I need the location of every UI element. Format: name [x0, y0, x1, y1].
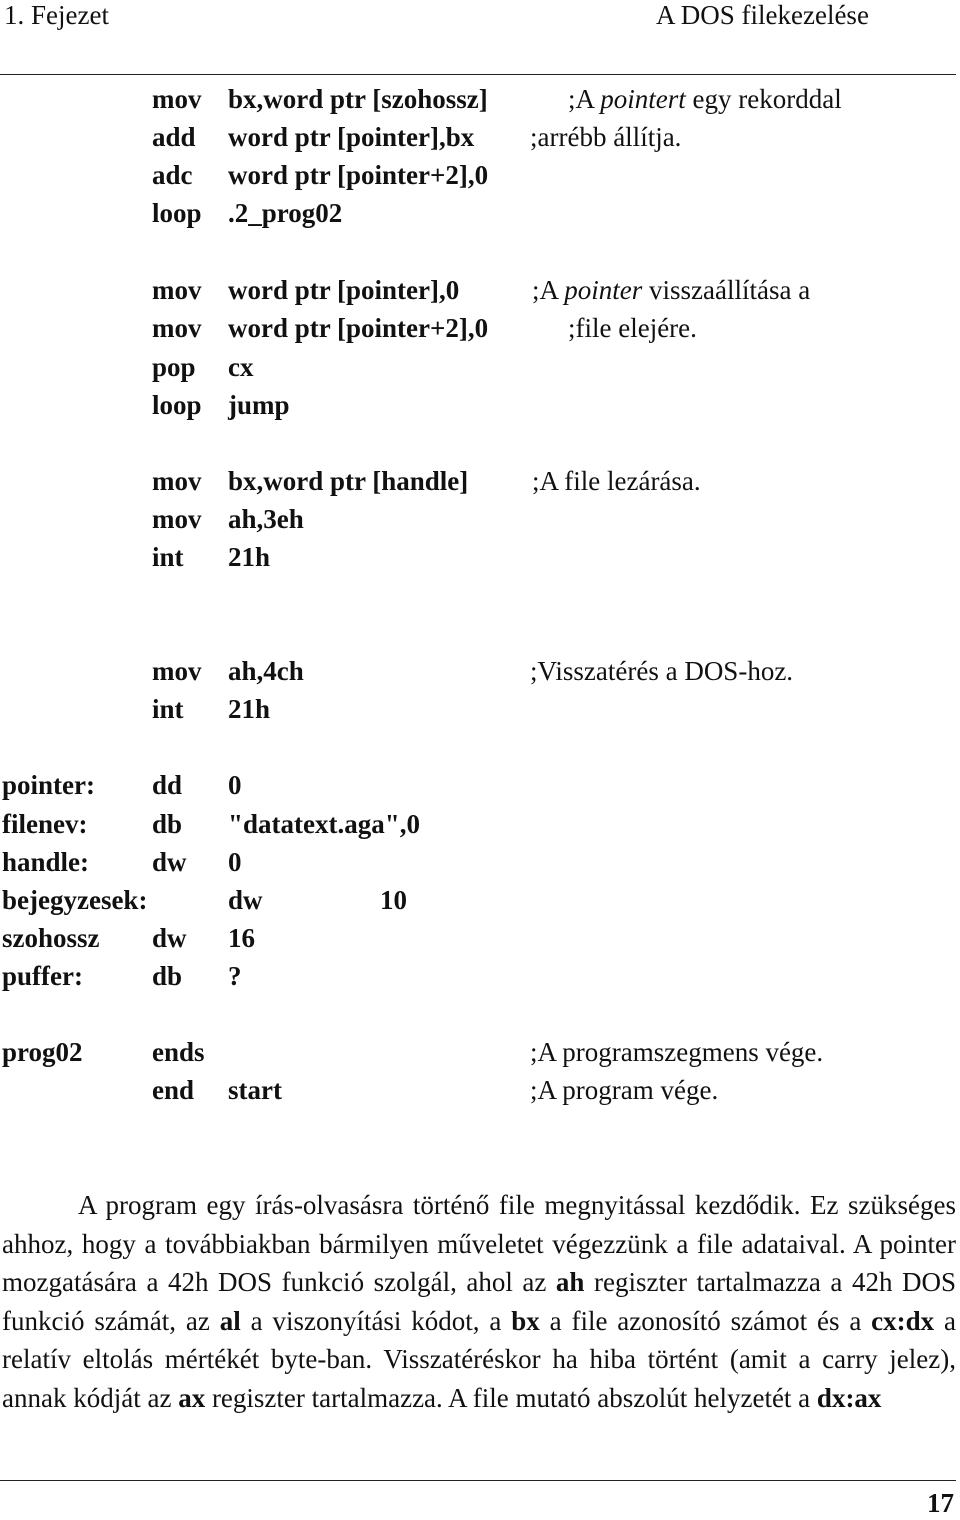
paragraph-segment: a viszonyítási kódot, a: [240, 1305, 512, 1336]
register-name: bx: [511, 1305, 540, 1336]
register-name: al: [219, 1305, 241, 1336]
register-name: cx:dx: [871, 1305, 935, 1336]
code-arg: bx,word ptr [szohossz]: [228, 84, 488, 114]
data-label: puffer:: [2, 961, 83, 991]
paragraph-segment: a relatív eltolás mértékét byte-ban. Visszatéréskor ha hiba történt (amit a carry jelez), annak kódját az: [2, 1305, 957, 1413]
code-arg: word ptr [pointer+2],0: [228, 313, 489, 343]
code-op: loop: [152, 390, 202, 420]
body-paragraph: [2, 1186, 956, 1418]
chapter-label: 1. Fejezet: [4, 0, 109, 30]
code-arg: 21h: [228, 542, 271, 572]
data-value: 0: [228, 847, 242, 877]
code-op: add: [152, 122, 196, 152]
code-op: mov: [152, 504, 202, 534]
header-title: A DOS filekezelése: [656, 0, 869, 30]
register-name: ax: [178, 1382, 206, 1413]
code-op: mov: [152, 656, 202, 686]
data-value: 0: [228, 770, 242, 800]
code-arg: ah,3eh: [228, 504, 304, 534]
header-rule: [0, 74, 956, 75]
code-arg: ah,4ch: [228, 656, 304, 686]
code-arg: word ptr [pointer+2],0: [228, 160, 489, 190]
code-arg: cx: [228, 352, 254, 382]
code-op: adc: [152, 160, 193, 190]
code-op: mov: [152, 84, 202, 114]
data-directive: dd: [152, 770, 183, 800]
code-arg: .2_prog02: [228, 198, 343, 228]
data-directive: dw: [228, 885, 263, 915]
code-comment: ;A programszegmens vége.: [530, 1037, 824, 1067]
code-comment: ;A file lezárása.: [532, 466, 701, 496]
data-directive: db: [152, 961, 183, 991]
code-arg: jump: [228, 390, 290, 420]
data-directive: dw: [152, 923, 187, 953]
register-name: ah: [555, 1267, 585, 1298]
code-op: ends: [152, 1037, 205, 1067]
segment-label: prog02: [2, 1037, 83, 1067]
code-comment: ;Visszatérés a DOS-hoz.: [530, 656, 794, 686]
code-op: int: [152, 542, 184, 572]
code-comment: ;file elejére.: [568, 313, 697, 343]
paragraph-segment: regiszter tartalmazza. A file mutató abszolút helyzetét a: [205, 1382, 817, 1413]
code-op: int: [152, 694, 184, 724]
data-label: filenev:: [2, 809, 88, 839]
paragraph-segment: regiszter tartalmazza a 42h DOS funkció számát, az: [2, 1267, 957, 1336]
data-label: pointer:: [2, 770, 95, 800]
register-name: dx:ax: [816, 1382, 882, 1413]
code-op: end: [152, 1075, 195, 1105]
data-directive: dw: [152, 847, 187, 877]
code-op: pop: [152, 352, 196, 382]
data-value: 16: [228, 923, 255, 953]
code-op: loop: [152, 198, 202, 228]
code-comment: ;A pointert egy rekorddal: [568, 84, 842, 114]
code-arg: word ptr [pointer],bx: [228, 122, 475, 152]
page-number: 17: [927, 1488, 954, 1518]
data-directive: db: [152, 809, 183, 839]
data-label: bejegyzesek:: [2, 885, 148, 915]
code-op: mov: [152, 466, 202, 496]
code-arg: 21h: [228, 694, 271, 724]
data-value: "datatext.aga",0: [228, 809, 420, 839]
paragraph-text: [2, 1186, 956, 1418]
code-op: mov: [152, 313, 202, 343]
paragraph-segment: a file azonosító számot és a: [539, 1305, 872, 1336]
footer-rule: [0, 1480, 956, 1481]
code-arg: word ptr [pointer],0: [228, 275, 460, 305]
data-value: ?: [228, 961, 242, 991]
code-arg: bx,word ptr [handle]: [228, 466, 469, 496]
code-arg: start: [228, 1075, 282, 1105]
data-label: handle:: [2, 847, 90, 877]
data-value: 10: [380, 885, 407, 915]
code-comment: ;A program vége.: [530, 1075, 719, 1105]
code-op: mov: [152, 275, 202, 305]
data-label: szohossz: [2, 923, 100, 953]
paragraph-segment: A program egy írás-olvasásra történő file megnyitással kezdődik. Ez szükséges ahhoz, hogy a továbbiakban bármilyen műveletet végezzünk a file adataival. A pointer mozgatására a 42h DOS funkció szolgál, ahol az: [2, 1190, 956, 1298]
code-comment: ;A pointer visszaállítása a: [532, 275, 811, 305]
code-comment: ;arrébb állítja.: [530, 122, 682, 152]
